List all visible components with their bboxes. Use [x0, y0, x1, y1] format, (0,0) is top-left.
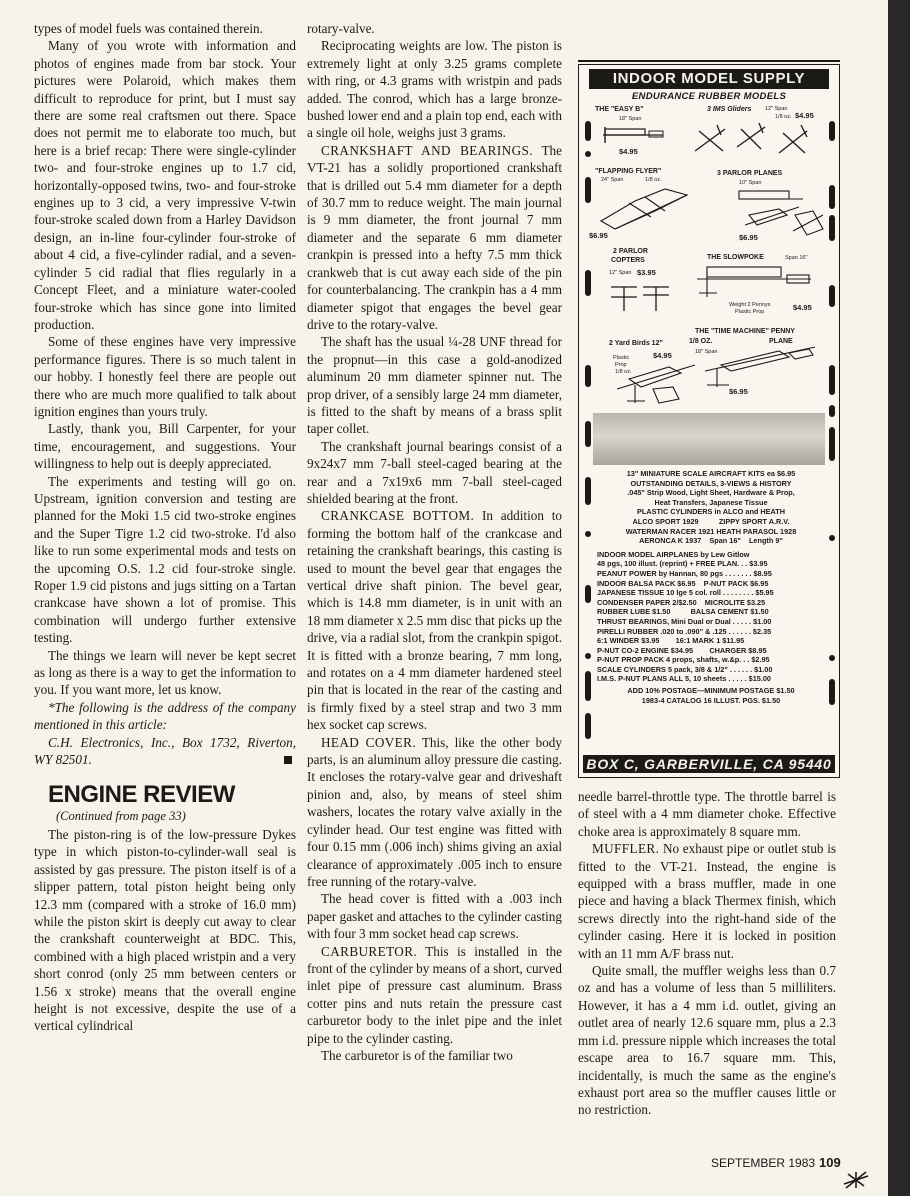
continued-note: (Continued from page 33) — [56, 809, 186, 824]
list-item: P-NUT PROP PACK 4 props, shafts, w.&p. . . $2.95 — [597, 655, 770, 665]
list-item: PIRELLI RUBBER .020 to .090" & .125 . . . . . . $2.35 — [597, 626, 772, 636]
ad-product-list — [585, 469, 837, 705]
yard-birds-illustration — [609, 359, 699, 409]
product-price: $4.95 — [795, 111, 814, 120]
ims-gliders-illustration — [689, 121, 819, 161]
subhead: CRANKSHAFT AND BEARINGS. — [321, 142, 533, 158]
subhead: CARBURETOR. — [321, 943, 418, 959]
advertisement-indoor-model-supply[interactable] — [578, 64, 840, 778]
product-span: 24" Span — [601, 177, 624, 183]
end-of-article-mark — [284, 756, 292, 764]
product-name: 2 PARLOR — [613, 248, 648, 255]
punch-mark — [829, 121, 835, 141]
paragraph: needle barrel-throttle type. The throttle barrel is of steel with a 4 mm diameter choke. Effective choke area is approximately 8 square mm. — [578, 789, 836, 839]
product-photo — [593, 413, 825, 465]
ad-subtitle: ENDURANCE RUBBER MODELS — [631, 91, 787, 102]
punch-mark — [585, 421, 591, 447]
product-name: THE "EASY B" — [595, 106, 644, 113]
paragraph-text: This is installed in the front of the cylinder by means of a short, curved inlet pipe of pressure cast aluminum. Brass cotter pins and nuts retain the pressure cast carburetor body to the inlet pipe and the inlet pipe to the cylinder casting. — [307, 943, 562, 1046]
paragraph: The crankshaft journal bearings consist of a 9x24x7 mm 7-ball steel-caged bearing at the rear and a 7x19x6 mm 7-ball steel-caged shielded bearing at the front. — [307, 438, 562, 506]
asterisk-mark-icon — [842, 1170, 870, 1190]
paragraph: types of model fuels was contained therein. — [34, 21, 263, 36]
paragraph: The piston-ring is of the low-pressure Dykes type in which piston-to-cylinder-wall seal is assisted by gas pressure. The piston itself is of a slipper pattern, total piston height being only 12.3 mm (compared with a stroke of 16.0 mm) while the piston skirt is deeply cut away to clear the crankshaft counterweight at BDC. This, combined with a high placed wristpin and a very short conrod (only 25 mm between centers or 1.56 x stroke) means that the overall engine height is not excessive, despite the use of a vertical cylindrical — [34, 826, 296, 1034]
product-weight: 1/8 oz. — [645, 177, 662, 183]
list-item: 48 pgs, 100 illust. (reprint) + FREE PLAN. . . $3.95 — [597, 559, 768, 569]
product-weight: 1/8 oz. — [615, 369, 632, 375]
punch-mark — [829, 427, 835, 461]
product-price: $3.95 — [637, 268, 656, 277]
product-price: $6.95 — [729, 387, 748, 396]
punch-mark — [829, 365, 835, 395]
parlor-planes-illustration — [729, 185, 827, 237]
subhead: CRANKCASE BOTTOM. — [321, 508, 475, 524]
paragraph — [578, 840, 836, 962]
product-name: 3 IMS Gliders — [707, 106, 752, 113]
list-item: 6:1 WINDER $3.95 16:1 MARK 1 $11.95 — [597, 636, 745, 646]
product-price: $4.95 — [653, 351, 672, 360]
list-item: INDOOR MODEL AIRPLANES by Lew Gitlow — [597, 549, 750, 559]
column-2 — [307, 20, 562, 1064]
list-item: OUTSTANDING DETAILS, 3-VIEWS & HISTORY — [630, 478, 792, 488]
punch-mark — [585, 270, 591, 296]
page-number: 109 — [819, 1155, 841, 1170]
product-name: 3 PARLOR PLANES — [717, 170, 783, 177]
paragraph-text: In addition to forming the bottom half of the crankcase and retaining the crankshaft bearings, this casting is used to mount the bevel gear that engages the vertical drive shaft pinion. The bevel gear, which is 14.8 mm diameter, is in unit with an 18 mm diameter x 2.5 mm disc that picks up the drive, via a radial slot, from the crankpin spigot. It is fitted with a bronze bearing, 7 mm long, and rotates on a 4 mm diameter hardened steel pin that is located in the rear of the casting and is firmly fixed by a steel strap and two 3 mm hex socket cap screws. — [307, 508, 562, 733]
paragraph: Quite small, the muffler weighs less than 0.7 oz and has a volume of less than 5 milliliters. However, it has a 4 mm i.d. outlet, giving an outlet area of nearly 12.6 square mm, plus a 2.3 mm i.d. pressure nipple which increases the total escape area to 16.7 square mm. This, incidentally, is much the same as the engine's exhaust port area so the muffler causes little or no restriction. — [578, 963, 836, 1118]
product-name: 2 Yard Birds 12" — [609, 340, 663, 347]
page-footer — [711, 1155, 841, 1170]
list-item: P-NUT CO-2 ENGINE $34.95 CHARGER $8.95 — [597, 645, 767, 655]
flapping-flyer-illustration — [595, 181, 695, 237]
product-name: THE "TIME MACHINE" PENNY — [695, 328, 795, 335]
paragraph-text: No exhaust pipe or outlet stub is fitted to the VT-21. Instead, the engine is equipped with a brass muffler, made in one piece and having a black Thermex finish, which screws directly into the right-hand side of the cylinder casing. Here it is locked in position with an 11 mm A/F brass nut. — [578, 841, 836, 961]
list-item: AERONCA K 1937 Span 16" Length 9" — [639, 536, 783, 546]
punch-mark — [585, 177, 591, 203]
postage-note: ADD 10% POSTAGE—MINIMUM POSTAGE $1.50 — [627, 686, 795, 696]
punch-mark — [829, 405, 835, 417]
list-item: RUBBER LUBE $1.50 BALSA CEMENT $1.50 — [597, 607, 769, 617]
parlor-copters-illustration — [607, 279, 673, 313]
product-price: $6.95 — [739, 233, 758, 242]
product-name: PLANE — [769, 338, 793, 345]
column-1 — [34, 20, 296, 1035]
product-weight: 1/8 OZ. — [689, 338, 713, 345]
paragraph: The things we learn will never be kept secret as long as there is a way to get the information to you. If you want more, let us know. — [34, 647, 296, 698]
list-item: CONDENSER PAPER 2/$2.50 MICROLITE $3.25 — [597, 597, 766, 607]
paragraph — [307, 507, 562, 733]
paragraph-text: This, like the other body parts, is an aluminum alloy pressure die casting. It encloses the rotary-valve gear and driveshaft pinion and, also, by means of steel shim washers, locates the rotary valve axially in the cylinder head. Our test engine was fitted with four 0.15 mm (.006 inch) shims giving an axial clearance of approximately .005 inch to ensure free running of the rotary-valve. — [307, 734, 562, 889]
product-span: Span 16" — [785, 255, 808, 261]
product-weight: 1/8 oz. — [775, 114, 792, 120]
punch-mark — [585, 151, 591, 157]
product-span: 12" Span — [609, 270, 632, 276]
list-item: JAPANESE TISSUE 10 lge 5 col. roll . . . . . . . . $5.95 — [597, 588, 774, 598]
paragraph: The experiments and testing will go on. Upstream, ignition conversion and testing are planned for the Moki 1.5 cid two-stroke engines and the Super Tigre 1.2 cid two-stroke. I'd also like to run some experimental mods and tests on the upcoming O.S. 1.2 cid four-stroke single. Roper 1.9 cid pistons and jugs sitting on a Tartan crankcase have shown a lot of promise. This combination will undergo further extensive testing. — [34, 473, 296, 646]
address-note: *The following is the address of the company mentioned in this article: — [34, 699, 296, 733]
list-item: WATERMAN RACER 1921 HEATH PARASOL 1928 — [625, 526, 797, 536]
catalog-note: 1983-4 CATALOG 16 ILLUST. PGS. $1.50 — [641, 695, 781, 705]
paragraph: Some of these engines have very impressive performance figures. There is so much talent in our hobby. I honestly feel there are people out there who are much more qualified to talk about ignition engines than yours truly. — [34, 334, 296, 419]
product-name: "FLAPPING FLYER" — [595, 168, 662, 175]
punch-mark — [829, 285, 835, 307]
list-item: PEANUT POWER by Hannan, 80 pgs . . . . . . . $8.95 — [597, 568, 772, 578]
product-name: THE SLOWPOKE — [707, 254, 764, 261]
product-name: COPTERS — [611, 257, 645, 264]
paragraph: The head cover is fitted with a .003 inch paper gasket and attaches to the cylinder casting with four 3 mm socket head cap screws. — [307, 891, 562, 942]
paragraph: Lastly, thank you, Bill Carpenter, for your time, encouragement, and suggestions. Your willingness to help out is deeply appreciated. — [34, 421, 296, 472]
paragraph: Reciprocating weights are low. The piston is extremely light at only 3.25 grams complete with ring, or 4.3 grams with wristpin and pads added. The conrod, which has a large bronze-bushed lower end and a plain top end, each with a single oil hole, weighs just 3 grams. — [307, 38, 562, 141]
list-item: I.M.S. P-NUT PLANS ALL 5, 10 sheets . . . . . $15.00 — [597, 674, 771, 684]
punch-mark — [829, 215, 835, 241]
list-item: .045" Strip Wood, Light Sheet, Hardware & Prop, — [627, 488, 795, 498]
page-edge-shadow — [888, 0, 910, 1196]
product-price: $6.95 — [589, 231, 608, 240]
product-span: 12" Span — [765, 106, 788, 112]
paragraph: The carburetor is of the familiar two — [321, 1047, 513, 1063]
punch-mark — [829, 185, 835, 209]
paragraph: Many of you wrote with information and photos of engines made from bar stock. Your pictures were Polaroid, which makes them difficult to reproduce for print, but I must say there are some real craftsmen out there. Space does not permit me to elaborate too much, but here is a brief recap: There were single-cylinder two- and four-stroke engines up to 1.7 cid, horizontally-opposed twins, two- and four-stroke engines up to 3 cid, a very impressive V-twin four-stroke scaled down from a Harley Davidson design, an in-line four-cylinder four-stroke of about 4 cid, a five-cylinder radial, and a seven-cylinder 5 cid radial that flies regularly in a Concept Fleet, and a miniature water-cooled four-stroke which has since gone into limited production. — [34, 38, 296, 332]
slowpoke-illustration — [691, 263, 819, 303]
list-item: Heat Transfers, Japanese Tissue — [654, 497, 768, 507]
list-item: 13" MINIATURE SCALE AIRCRAFT KITS ea $6.95 — [626, 469, 796, 478]
time-machine-illustration — [691, 345, 821, 391]
product-weight: Weight 2 Pennys — [729, 302, 771, 308]
punch-mark — [585, 713, 591, 739]
product-span: 18" Span — [619, 116, 642, 122]
ad-address-bar: BOX C, GARBERVILLE, CA 95440 — [583, 755, 835, 773]
column-3 — [578, 788, 836, 1119]
subhead: MUFFLER. — [592, 841, 660, 857]
subhead: HEAD COVER. — [321, 734, 417, 750]
paragraph — [307, 734, 562, 891]
paragraph — [307, 943, 562, 1047]
paragraph: The shaft has the usual ¼-28 UNF thread for the propnut—in this case a gold-anodized aluminum 20 mm diameter spinner nut. The prop driver, of a sensibly large 24 mm diameter, is fitted to the shaft by means of a brass split taper collet. — [307, 334, 562, 437]
paragraph — [307, 142, 562, 333]
section-heading: ENGINE REVIEW — [48, 781, 235, 809]
easy-b-model-illustration — [599, 121, 669, 149]
product-price: $4.95 — [619, 147, 638, 156]
product-prop: Prop — [615, 362, 627, 368]
list-item: SCALE CYLINDERS 5 pack, 3/8 & 1/2" . . . . . . $1.00 — [597, 664, 773, 674]
list-item: PLASTIC CYLINDERS in ALCO and HEATH — [637, 507, 785, 517]
issue-date: SEPTEMBER 1983 — [711, 1156, 816, 1170]
punch-mark — [585, 365, 591, 387]
ad-top-rule — [578, 60, 840, 62]
product-prop: Plastic — [613, 355, 630, 361]
company-address-text: C.H. Electronics, Inc., Box 1732, Riverton, WY 82501. — [34, 734, 296, 768]
punch-mark — [585, 121, 591, 141]
product-prop: Plastic Prop — [735, 309, 765, 315]
paragraph-text: The VT-21 has a solidly proportioned crankshaft that is drilled out 5.4 mm diameter for a depth of 30.7 mm to reduce weight. The main journal is 9 mm diameter, the front journal 7 mm diameter and the separate 6 mm diameter crankpin is pressed into a hefty 7.5 mm thick crankweb that is cut away each side of the pin for counterbalancing. The crankpin has a 4 mm diameter spigot that engages the bevel gear drive to the rotary-valve. — [307, 142, 562, 332]
list-item: ALCO SPORT 1929 ZIPPY SPORT A.R.V. — [632, 516, 790, 526]
product-span: 10" Span — [739, 180, 762, 186]
paragraph: rotary-valve. — [307, 21, 375, 36]
product-span: 18" Span — [695, 349, 718, 355]
company-address — [34, 734, 296, 769]
list-item: THRUST BEARINGS, Mini Dual or Dual . . . . . $1.00 — [597, 616, 772, 626]
ad-title: INDOOR MODEL SUPPLY — [589, 69, 829, 89]
list-item: INDOOR BALSA PACK $6.95 P-NUT PACK $6.95 — [597, 578, 769, 588]
product-price: $4.95 — [793, 303, 812, 312]
